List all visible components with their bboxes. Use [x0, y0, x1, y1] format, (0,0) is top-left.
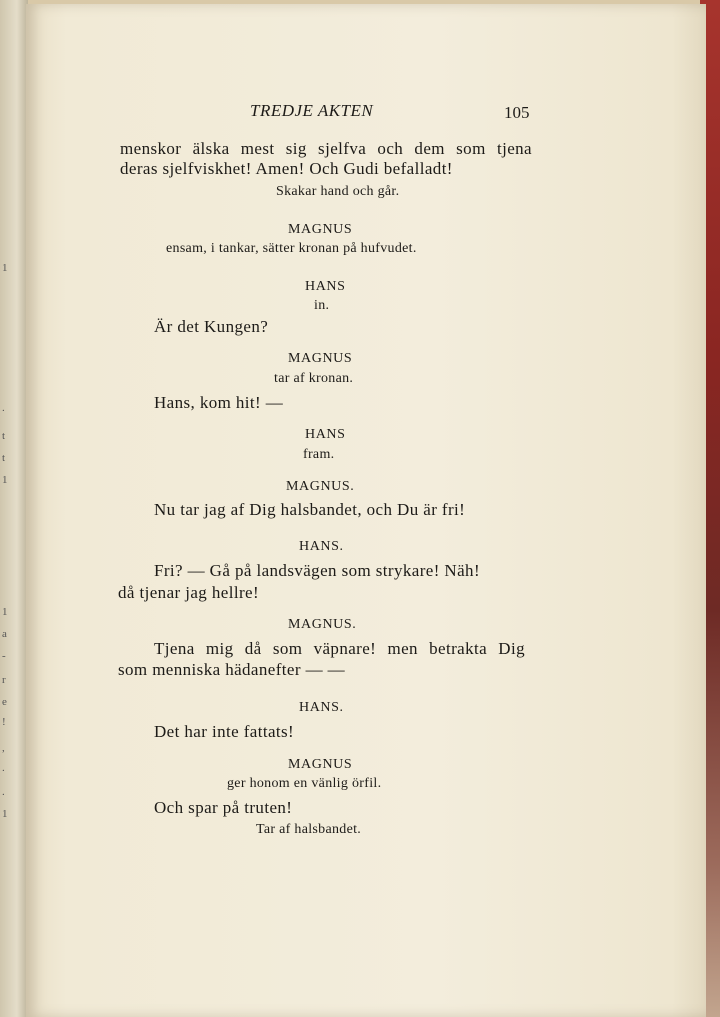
speaker-name: MAGNUS — [288, 351, 353, 366]
speaker-name: HANS — [305, 279, 346, 294]
facing-page-fragment: 1 — [2, 474, 8, 486]
speaker-name: MAGNUS. — [288, 617, 357, 632]
speaker-name: HANS — [305, 427, 346, 442]
speaker-name: HANS. — [299, 700, 344, 715]
facing-page-fragment: t — [2, 430, 6, 442]
facing-page-fragment: 1 — [2, 262, 8, 274]
facing-page-fragment: , — [2, 742, 5, 754]
speaker-name: MAGNUS — [288, 222, 353, 237]
stage-direction: ensam, i tankar, sätter kronan på hufvudet. — [166, 241, 417, 256]
dialogue-line: Fri? — Gå på landsvägen som strykare! Näh! — [154, 561, 481, 580]
page-number: 105 — [504, 103, 530, 122]
facing-page-edge — [0, 0, 28, 1017]
stage-direction: Tar af halsbandet. — [256, 822, 362, 837]
dialogue-line: Hans, kom hit! — — [154, 393, 284, 412]
facing-page-fragment: - — [2, 650, 6, 662]
text-line: deras sjelfviskhet! Amen! Och Gudi befalladt! — [120, 159, 453, 178]
stage-direction: Skakar hand och går. — [276, 184, 400, 199]
dialogue-line: Och spar på truten! — [154, 798, 293, 817]
book-page — [26, 4, 706, 1017]
facing-page-fragment: . — [2, 402, 5, 414]
facing-page-fragment: e — [2, 696, 7, 708]
dialogue-line: Det har inte fattats! — [154, 722, 295, 741]
facing-page-fragment: r — [2, 674, 6, 686]
facing-page-fragment: ! — [2, 716, 6, 728]
speaker-name: MAGNUS — [288, 757, 353, 772]
dialogue-line: Tjena mig då som väpnare! men betrakta Dig — [154, 639, 525, 658]
dialogue-line: Nu tar jag af Dig halsbandet, och Du är fri! — [154, 500, 466, 519]
stage-direction: in. — [314, 298, 330, 313]
dialogue-line: då tjenar jag hellre! — [118, 583, 260, 602]
facing-page-fragment: . — [2, 762, 5, 774]
text-line: menskor älska mest sig sjelfva och dem som tjena — [120, 139, 532, 158]
facing-page-fragment: a — [2, 628, 7, 640]
stage-direction: fram. — [303, 447, 335, 462]
facing-page-fragment: 1 — [2, 808, 8, 820]
page-text — [26, 4, 706, 1017]
dialogue-line: Är det Kungen? — [154, 317, 269, 336]
facing-page-fragment: . — [2, 786, 5, 798]
dialogue-line: som menniska hädanefter — — — [118, 660, 346, 679]
speaker-name: MAGNUS. — [286, 479, 355, 494]
stage-direction: tar af kronan. — [274, 371, 354, 386]
speaker-name: HANS. — [299, 539, 344, 554]
facing-page-fragment: t — [2, 452, 6, 464]
stage-direction: ger honom en vänlig örfil. — [227, 776, 382, 791]
running-header-title: TREDJE AKTEN — [250, 101, 374, 120]
facing-page-fragment: 1 — [2, 606, 8, 618]
